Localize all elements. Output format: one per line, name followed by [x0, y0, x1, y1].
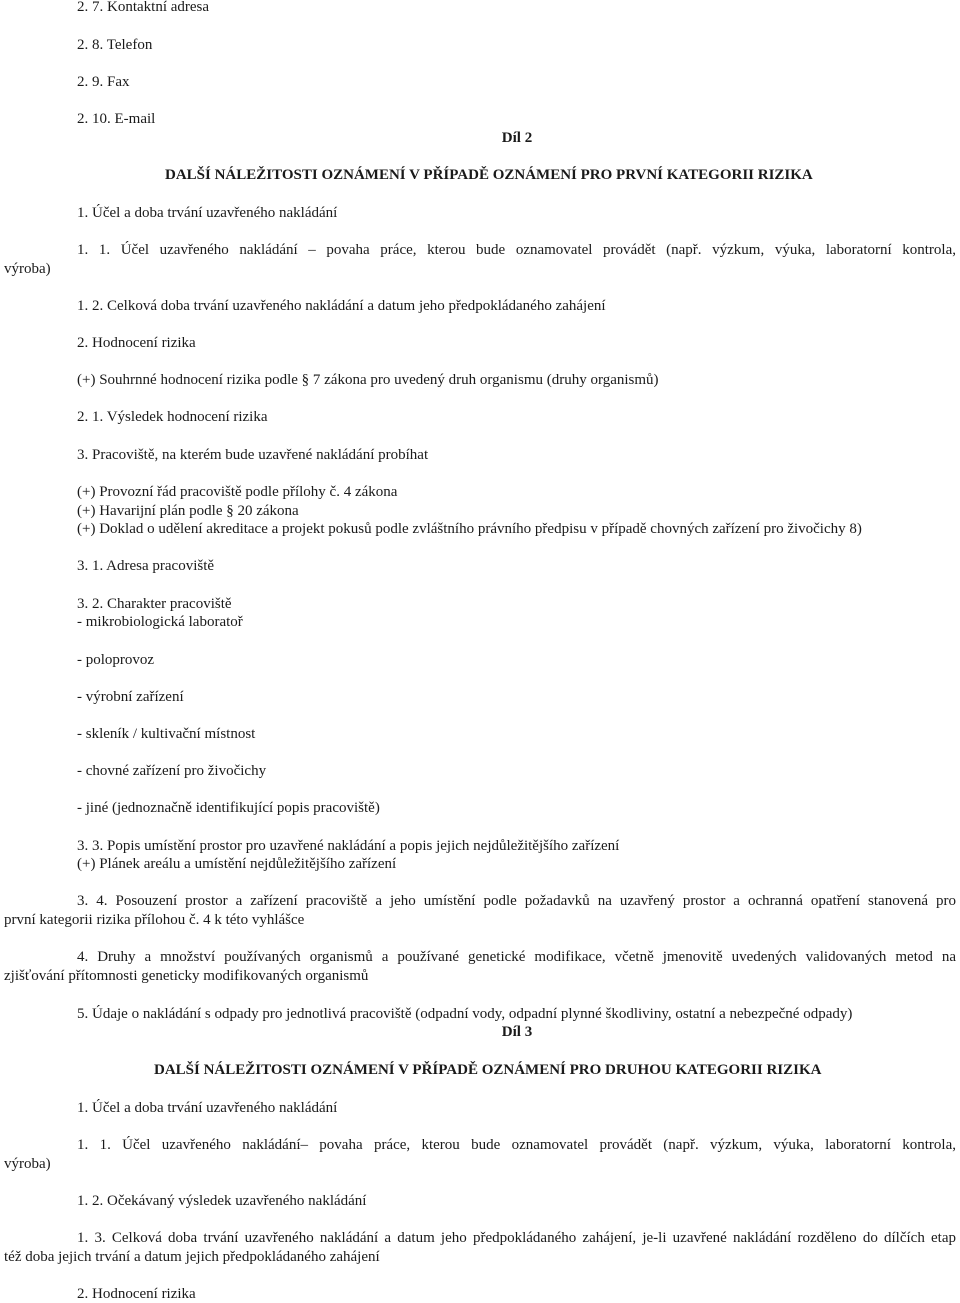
part2-title: DALŠÍ NÁLEŽITOSTI OZNÁMENÍ V PŘÍPADĚ OZNÁMENÍ PRO PRVNÍ KATEGORII RIZIKA	[165, 167, 813, 183]
item-2-10: 2. 10. E-mail	[77, 111, 156, 127]
part2-item-3-4-continuation: první kategorii rizika přílohou č. 4 k této vyhlášce	[4, 912, 305, 928]
part3-item-1-3: 1. 3. Celková doba trvání uzavřeného nakládání a datum jeho předpokládaného zahájení, je-li uzavřené nakládání rozděleno do dílčích etap	[77, 1230, 956, 1246]
part3-item-1-2: 1. 2. Očekávaný výsledek uzavřeného nakládání	[77, 1193, 367, 1209]
part3-item-1-1-continuation: výroba)	[4, 1156, 51, 1172]
part2-item-3-attachment-a: (+) Provozní řád pracoviště podle přílohy č. 4 zákona	[77, 484, 398, 500]
part2-item-4: 4. Druhy a množství používaných organismů a používané genetické modifikace, včetně jmenovitě uvedených validovaných metod na	[77, 949, 956, 965]
part2-item-3: 3. Pracoviště, na kterém bude uzavřené nakládání probíhat	[77, 447, 429, 463]
workplace-type-option: - chovné zařízení pro živočichy	[77, 763, 267, 779]
part2-item-3-4: 3. 4. Posouzení prostor a zařízení pracoviště a jeho umístění podle požadavků na uzavřený prostor a ochranná opatření stanovená pro	[77, 893, 956, 909]
part2-item-1-1-continuation: výroba)	[4, 261, 51, 277]
part3-heading: Díl 3	[501, 1024, 533, 1040]
part2-item-3-2: 3. 2. Charakter pracoviště	[77, 596, 232, 612]
workplace-type-option: - jiné (jednoznačně identifikující popis pracoviště)	[77, 800, 380, 816]
part2-item-1: 1. Účel a doba trvání uzavřeného nakládání	[77, 205, 338, 221]
part2-item-1-2: 1. 2. Celková doba trvání uzavřeného nakládání a datum jeho předpokládaného zahájení	[77, 298, 606, 314]
part2-item-4-continuation: zjišťování přítomnosti geneticky modifikovaných organismů	[4, 968, 369, 984]
part2-heading: Díl 2	[501, 130, 533, 146]
part3-item-1: 1. Účel a doba trvání uzavřeného nakládání	[77, 1100, 338, 1116]
part2-item-3-attachment-b: (+) Havarijní plán podle § 20 zákona	[77, 503, 299, 519]
part2-item-3-3-attachment: (+) Plánek areálu a umístění nejdůležitějšího zařízení	[77, 856, 397, 872]
workplace-type-option: - skleník / kultivační místnost	[77, 726, 256, 742]
item-2-7: 2. 7. Kontaktní adresa	[77, 0, 210, 15]
workplace-type-option: - výrobní zařízení	[77, 689, 184, 705]
item-2-8: 2. 8. Telefon	[77, 37, 153, 53]
part3-item-1-1: 1. 1. Účel uzavřeného nakládání– povaha práce, kterou bude oznamovatel provádět (např. výzkum, výuka, laboratorní kontrola,	[77, 1137, 956, 1153]
part3-item-1-3-continuation: též doba jejich trvání a datum jejich předpokládaného zahájení	[4, 1249, 380, 1265]
part2-item-2-attachment: (+) Souhrnné hodnocení rizika podle § 7 zákona pro uvedený druh organismu (druhy organismů)	[77, 372, 659, 388]
part2-item-3-attachment-c: (+) Doklad o udělení akreditace a projekt pokusů podle zvláštního právního předpisu v případě chovných zařízení pro živočichy 8)	[77, 521, 862, 537]
part2-item-3-3: 3. 3. Popis umístění prostor pro uzavřené nakládání a popis jejich nejdůležitějšího zařízení	[77, 838, 620, 854]
part3-title: DALŠÍ NÁLEŽITOSTI OZNÁMENÍ V PŘÍPADĚ OZNÁMENÍ PRO DRUHOU KATEGORII RIZIKA	[154, 1062, 822, 1078]
part2-item-2: 2. Hodnocení rizika	[77, 335, 196, 351]
workplace-type-option: - poloprovoz	[77, 652, 155, 668]
part2-item-3-1: 3. 1. Adresa pracoviště	[77, 558, 215, 574]
part2-item-5: 5. Údaje o nakládání s odpady pro jednotlivá pracoviště (odpadní vody, odpadní plynné škodliviny, ostatní a nebezpečné odpady)	[77, 1006, 853, 1022]
item-2-9: 2. 9. Fax	[77, 74, 130, 90]
part3-item-2: 2. Hodnocení rizika	[77, 1286, 196, 1302]
workplace-type-option: - mikrobiologická laboratoř	[77, 614, 243, 630]
part2-item-2-1: 2. 1. Výsledek hodnocení rizika	[77, 409, 268, 425]
part2-item-1-1: 1. 1. Účel uzavřeného nakládání – povaha práce, kterou bude oznamovatel provádět (např. výzkum, výuka, laboratorní kontrola,	[77, 242, 956, 258]
